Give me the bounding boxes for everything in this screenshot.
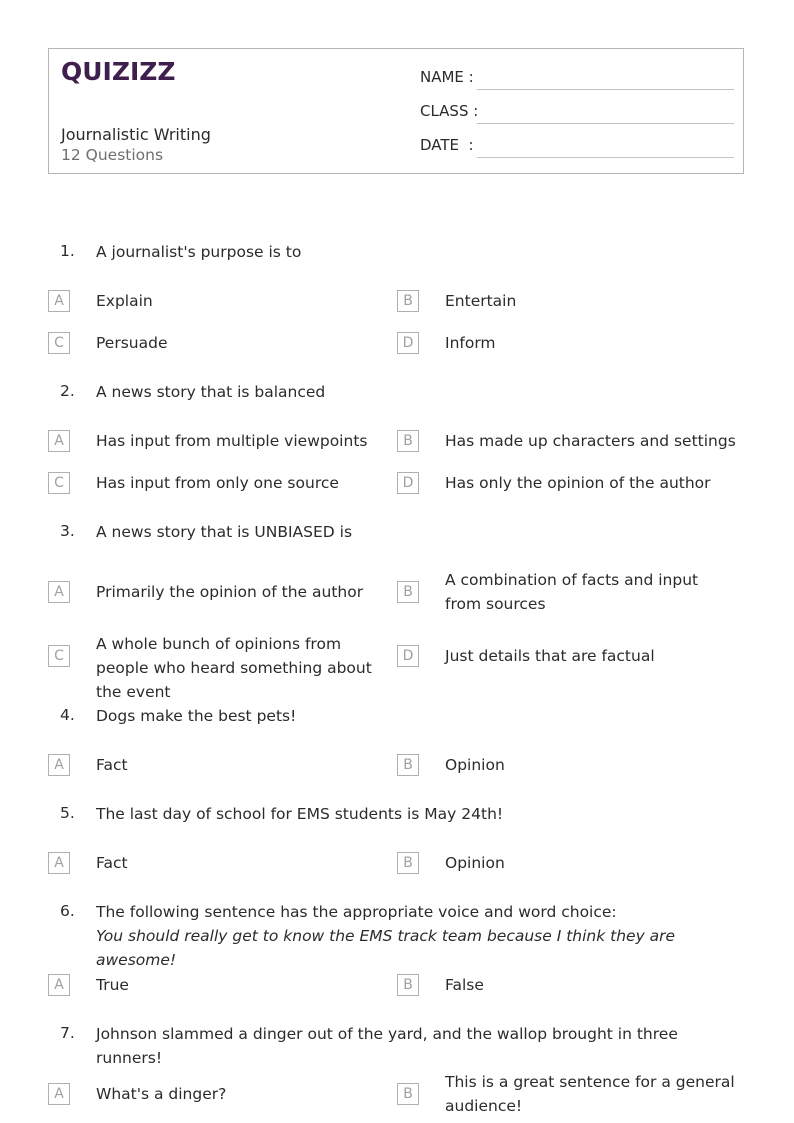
date-line bbox=[477, 157, 734, 158]
option-letter-box[interactable]: C bbox=[48, 472, 70, 494]
name-line bbox=[477, 89, 734, 90]
option-letter-box[interactable]: A bbox=[48, 852, 70, 874]
option-text: Has made up characters and settings bbox=[445, 432, 736, 450]
option-letter-box[interactable]: A bbox=[48, 290, 70, 312]
option-letter-box[interactable]: B bbox=[397, 1083, 419, 1105]
option-letter-box[interactable]: A bbox=[48, 430, 70, 452]
date-field[interactable] bbox=[420, 136, 734, 158]
name-field[interactable] bbox=[420, 68, 734, 90]
question-example-sentence: You should really get to know the EMS track team because I think they are awesome! bbox=[96, 927, 676, 969]
question-text: A news story that is UNBIASED is bbox=[96, 523, 353, 541]
name-label: NAME : bbox=[420, 68, 474, 86]
question-number: 4. bbox=[60, 706, 75, 724]
option-text: What's a dinger? bbox=[96, 1085, 227, 1103]
date-label: DATE : bbox=[420, 136, 474, 154]
class-label: CLASS : bbox=[420, 102, 479, 120]
option-letter-box[interactable]: C bbox=[48, 332, 70, 354]
option-letter-box[interactable]: D bbox=[397, 645, 419, 667]
option-text: This is a great sentence for a general audience! bbox=[445, 1073, 735, 1115]
option-letter-box[interactable]: D bbox=[397, 332, 419, 354]
option-text: Has input from multiple viewpoints bbox=[96, 432, 368, 450]
quizizz-logo: QUIZIZZ bbox=[61, 57, 176, 86]
question-text: The last day of school for EMS students is May 24th! bbox=[96, 805, 504, 823]
option-letter-box[interactable]: D bbox=[397, 472, 419, 494]
question-number: 5. bbox=[60, 804, 75, 822]
option-text: Explain bbox=[96, 292, 153, 310]
question-main-text: The following sentence has the appropriate voice and word choice: bbox=[96, 903, 617, 921]
option-text: False bbox=[445, 976, 484, 994]
option-letter-box[interactable]: B bbox=[397, 754, 419, 776]
option-letter-box[interactable]: B bbox=[397, 581, 419, 603]
option-letter-box[interactable]: A bbox=[48, 974, 70, 996]
option-letter-box[interactable]: B bbox=[397, 430, 419, 452]
option-text: Fact bbox=[96, 756, 128, 774]
option-letter-box[interactable]: A bbox=[48, 754, 70, 776]
worksheet-header bbox=[48, 48, 744, 174]
class-line bbox=[477, 123, 734, 124]
option-text: Just details that are factual bbox=[445, 647, 655, 665]
question-count: 12 Questions bbox=[61, 146, 164, 164]
question-number: 7. bbox=[60, 1024, 75, 1042]
option-text: Entertain bbox=[445, 292, 517, 310]
option-letter-box[interactable]: B bbox=[397, 852, 419, 874]
option-text: A combination of facts and input from sources bbox=[445, 571, 699, 613]
option-text: True bbox=[96, 976, 129, 994]
option-text: Primarily the opinion of the author bbox=[96, 583, 364, 601]
question-text: Johnson slammed a dinger out of the yard, and the wallop brought in three runners! bbox=[96, 1025, 678, 1067]
class-field[interactable] bbox=[420, 102, 734, 124]
question-number: 1. bbox=[60, 242, 75, 260]
worksheet-title: Journalistic Writing bbox=[61, 125, 211, 144]
option-letter-box[interactable]: C bbox=[48, 645, 70, 667]
option-text: Persuade bbox=[96, 334, 168, 352]
option-text: Inform bbox=[445, 334, 496, 352]
question-text: A news story that is balanced bbox=[96, 383, 326, 401]
option-text: Fact bbox=[96, 854, 128, 872]
question-number: 6. bbox=[60, 902, 75, 920]
option-letter-box[interactable]: A bbox=[48, 1083, 70, 1105]
option-letter-box[interactable]: B bbox=[397, 290, 419, 312]
option-letter-box[interactable]: A bbox=[48, 581, 70, 603]
option-text: Has only the opinion of the author bbox=[445, 474, 711, 492]
option-text: Opinion bbox=[445, 756, 505, 774]
option-text: Has input from only one source bbox=[96, 474, 339, 492]
question-number: 3. bbox=[60, 522, 75, 540]
option-text: Opinion bbox=[445, 854, 505, 872]
question-number: 2. bbox=[60, 382, 75, 400]
option-letter-box[interactable]: B bbox=[397, 974, 419, 996]
question-text bbox=[96, 900, 736, 972]
question-text: Dogs make the best pets! bbox=[96, 707, 297, 725]
question-text: A journalist's purpose is to bbox=[96, 243, 302, 261]
option-text: A whole bunch of opinions from people who heard something about the event bbox=[96, 635, 372, 701]
